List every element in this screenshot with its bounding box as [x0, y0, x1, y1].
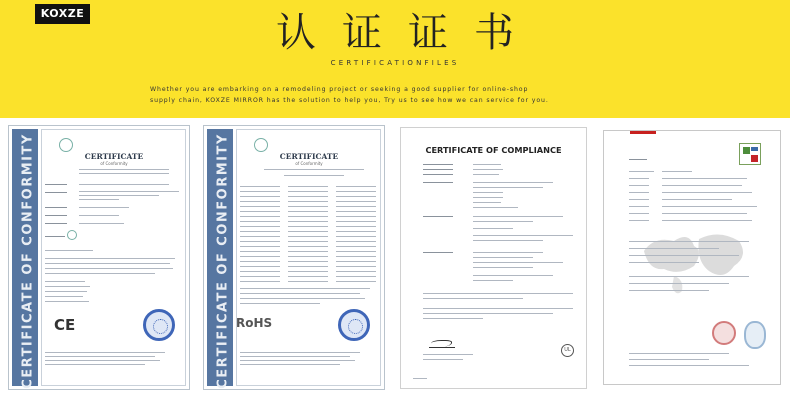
- text-line: [473, 187, 543, 188]
- text-line: [336, 231, 376, 232]
- text-line: [336, 256, 376, 257]
- text-line: [473, 262, 563, 263]
- certificate-side-text: CERTIFICATE OF CONFORMITY: [215, 133, 231, 389]
- text-line: [240, 261, 280, 262]
- world-map-watermark: [634, 221, 754, 301]
- text-line: [79, 195, 159, 196]
- text-line: [288, 271, 328, 272]
- text-line: [45, 286, 90, 287]
- text-line: [473, 174, 499, 175]
- text-line: [629, 255, 739, 256]
- text-line: [473, 197, 503, 198]
- text-line: [79, 191, 179, 192]
- text-line: [629, 159, 647, 160]
- text-line: [45, 236, 65, 237]
- text-line: [336, 261, 376, 262]
- certificate-title: CERTIFICATE OF COMPLIANCE: [425, 145, 562, 155]
- certificate-side-text: CERTIFICATE OF CONFORMITY: [20, 133, 36, 389]
- text-line: [336, 211, 376, 212]
- text-line: [473, 228, 513, 229]
- emblem-icon: [59, 138, 73, 152]
- text-line: [288, 241, 328, 242]
- text-line: [45, 207, 67, 208]
- text-line: [629, 192, 649, 193]
- text-line: [336, 201, 376, 202]
- text-line: [240, 206, 280, 207]
- certification-seal: [143, 309, 175, 341]
- text-line: [336, 241, 376, 242]
- text-line: [423, 164, 453, 165]
- text-line: [662, 199, 732, 200]
- text-line: [423, 313, 553, 314]
- page-subtitle: CERTIFICATIONFILES: [330, 59, 460, 67]
- text-line: [629, 241, 749, 242]
- text-line: [240, 256, 280, 257]
- text-line: [45, 268, 173, 269]
- text-line: [629, 353, 729, 354]
- text-line: [473, 164, 501, 165]
- text-line: [336, 251, 376, 252]
- certificate-subtitle: of Conformity: [295, 161, 323, 166]
- page-title: 认证证书: [276, 10, 540, 56]
- text-line: [423, 298, 523, 299]
- text-line: [423, 182, 453, 183]
- text-line: [240, 196, 280, 197]
- text-line: [240, 364, 340, 365]
- text-line: [45, 263, 170, 264]
- text-line: [79, 184, 169, 185]
- text-line: [423, 252, 453, 253]
- text-line: [336, 206, 376, 207]
- text-line: [288, 231, 328, 232]
- text-line: [288, 256, 328, 257]
- text-line: [240, 221, 280, 222]
- certificate-top-bar: [630, 131, 656, 134]
- text-line: [288, 226, 328, 227]
- text-line: [336, 196, 376, 197]
- text-line: [336, 271, 376, 272]
- text-line: [45, 250, 93, 251]
- text-line: [473, 252, 543, 253]
- text-line: [288, 196, 328, 197]
- text-line: [473, 240, 543, 241]
- text-line: [240, 298, 365, 299]
- text-line: [288, 201, 328, 202]
- text-line: [45, 352, 165, 353]
- text-line: [79, 223, 124, 224]
- text-line: [288, 246, 328, 247]
- text-line: [336, 226, 376, 227]
- text-line: [473, 275, 553, 276]
- text-line: [288, 251, 328, 252]
- text-line: [473, 182, 553, 183]
- text-line: [662, 178, 747, 179]
- text-line: [473, 280, 513, 281]
- text-line: [240, 271, 280, 272]
- ul-mark-icon: UL: [561, 344, 574, 357]
- text-line: [288, 261, 328, 262]
- text-line: [288, 211, 328, 212]
- signature: [429, 338, 455, 348]
- brand-logo: KOXZE: [35, 4, 90, 24]
- text-line: [662, 171, 692, 172]
- certificate-ce-image[interactable]: [8, 125, 190, 390]
- text-line: [336, 186, 376, 187]
- text-line: [79, 173, 169, 174]
- text-line: [240, 226, 280, 227]
- text-line: [473, 207, 518, 208]
- text-line: [473, 202, 501, 203]
- text-line: [240, 231, 280, 232]
- certificate-inner-border: [236, 129, 381, 386]
- certification-seal: [338, 309, 370, 341]
- text-line: [629, 199, 649, 200]
- text-line: [240, 201, 280, 202]
- text-line: [45, 223, 67, 224]
- description-line-2: supply chain, KOXZE MIRROR has the solution to help you, Try us to see how we can service for you.: [150, 97, 549, 104]
- text-line: [629, 185, 649, 186]
- text-line: [288, 281, 328, 282]
- text-line: [240, 241, 280, 242]
- text-line: [79, 215, 119, 216]
- text-line: [629, 359, 709, 360]
- text-line: [473, 169, 503, 170]
- text-line: [336, 266, 376, 267]
- text-line: [240, 266, 280, 267]
- text-line: [413, 378, 427, 379]
- certificate-subtitle: of Conformity: [100, 161, 128, 166]
- logo-square: [743, 147, 750, 154]
- text-line: [240, 246, 280, 247]
- certificate-title: CERTIFICATE: [279, 152, 339, 161]
- text-line: [45, 296, 83, 297]
- ccc-logo-icon: [739, 143, 761, 165]
- text-line: [240, 186, 280, 187]
- text-line: [662, 192, 752, 193]
- red-stamp: [712, 321, 736, 345]
- text-line: [629, 213, 649, 214]
- text-line: [79, 199, 119, 200]
- description-line-1: Whether you are embarking on a remodeling project or seeking a good supplier for online-shop: [150, 86, 529, 93]
- text-line: [288, 266, 328, 267]
- text-line: [240, 276, 280, 277]
- text-line: [473, 216, 563, 217]
- text-line: [423, 354, 473, 355]
- text-line: [336, 221, 376, 222]
- text-line: [45, 360, 160, 361]
- text-line: [240, 303, 320, 304]
- text-line: [336, 281, 376, 282]
- text-line: [473, 221, 533, 222]
- text-line: [45, 364, 145, 365]
- text-line: [336, 191, 376, 192]
- text-line: [662, 206, 757, 207]
- text-line: [423, 174, 453, 175]
- text-line: [423, 216, 453, 217]
- text-line: [423, 308, 573, 309]
- text-line: [45, 281, 85, 282]
- text-line: [240, 352, 360, 353]
- text-line: [45, 192, 67, 193]
- text-line: [629, 206, 649, 207]
- logo-square: [751, 155, 758, 162]
- text-line: [288, 216, 328, 217]
- logo-square: [751, 147, 758, 151]
- trade-mark-icon: [67, 230, 77, 240]
- text-line: [336, 216, 376, 217]
- header-banner: [0, 0, 790, 118]
- text-line: [79, 207, 129, 208]
- text-line: [240, 288, 370, 289]
- certification-seal: [744, 321, 766, 349]
- text-line: [240, 356, 350, 357]
- text-line: [473, 257, 533, 258]
- text-line: [662, 185, 742, 186]
- certificate-side-strip: [207, 129, 233, 389]
- banner-description: [150, 84, 640, 106]
- certificate-title: CERTIFICATE: [84, 152, 144, 161]
- certificate-side-strip: [12, 129, 38, 389]
- text-line: [473, 235, 573, 236]
- text-line: [629, 248, 719, 249]
- emblem-icon: [254, 138, 268, 152]
- text-line: [240, 211, 280, 212]
- text-line: [288, 206, 328, 207]
- text-line: [629, 262, 699, 263]
- rohs-mark: RoHS: [236, 316, 273, 330]
- text-line: [240, 360, 355, 361]
- text-line: [473, 267, 533, 268]
- certificate-compliance-image[interactable]: [400, 127, 587, 389]
- text-line: [45, 356, 155, 357]
- text-line: [629, 171, 654, 172]
- text-line: [423, 359, 463, 360]
- text-line: [473, 192, 503, 193]
- text-line: [45, 258, 175, 259]
- text-line: [336, 276, 376, 277]
- text-line: [423, 293, 573, 294]
- text-line: [240, 293, 360, 294]
- text-line: [423, 169, 453, 170]
- text-line: [240, 251, 280, 252]
- text-line: [629, 276, 749, 277]
- text-line: [629, 283, 729, 284]
- text-line: [240, 191, 280, 192]
- text-line: [288, 191, 328, 192]
- text-line: [336, 236, 376, 237]
- text-line: [240, 216, 280, 217]
- text-line: [288, 186, 328, 187]
- text-line: [336, 246, 376, 247]
- text-line: [45, 215, 67, 216]
- text-line: [629, 178, 649, 179]
- text-line: [662, 213, 747, 214]
- text-line: [45, 273, 155, 274]
- text-line: [288, 276, 328, 277]
- text-line: [629, 365, 749, 366]
- text-line: [45, 291, 87, 292]
- text-line: [629, 290, 709, 291]
- certificate-ccc-image[interactable]: [603, 130, 781, 385]
- certificate-rohs-image[interactable]: [203, 125, 385, 390]
- text-line: [423, 318, 483, 319]
- text-line: [264, 169, 364, 170]
- text-line: [45, 301, 89, 302]
- text-line: [45, 184, 67, 185]
- text-line: [288, 236, 328, 237]
- text-line: [240, 281, 280, 282]
- text-line: [284, 175, 344, 176]
- text-line: [288, 221, 328, 222]
- text-line: [240, 236, 280, 237]
- text-line: [79, 169, 169, 170]
- ce-mark: CE: [54, 316, 76, 334]
